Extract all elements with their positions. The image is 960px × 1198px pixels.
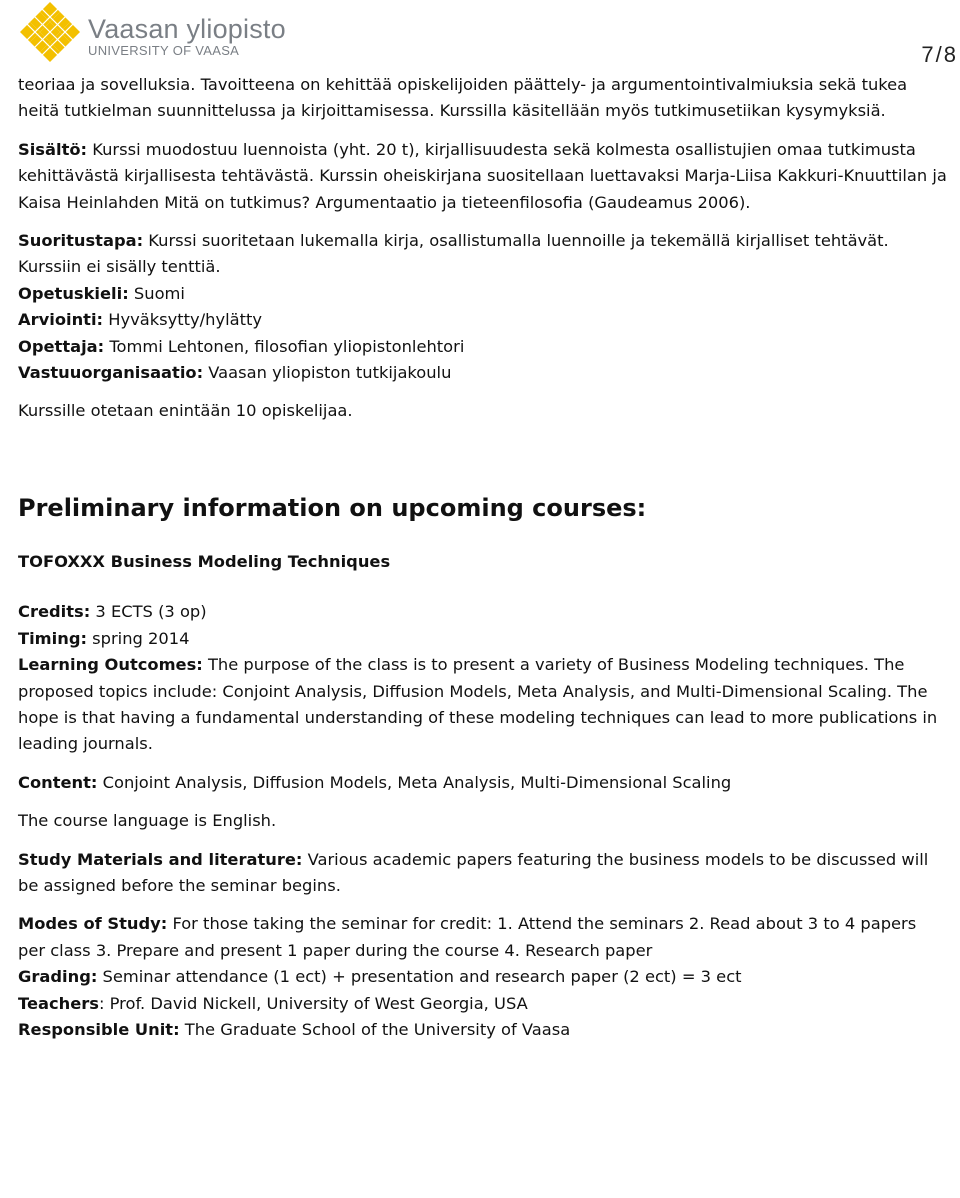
unit-label: Responsible Unit: bbox=[18, 1019, 180, 1039]
unit-line bbox=[18, 1017, 948, 1043]
course-title-text: TOFOXXX Business Modeling Techniques bbox=[18, 551, 391, 571]
participant-limit: Kurssille otetaan enintään 10 opiskelijaa. bbox=[18, 401, 353, 421]
modes-paragraph bbox=[18, 911, 948, 964]
materials-paragraph bbox=[18, 847, 948, 900]
timing-label: Timing: bbox=[18, 628, 87, 648]
brand-subtitle: UNIVERSITY OF VAASA bbox=[88, 43, 240, 58]
teachers-label: Teachers bbox=[18, 993, 99, 1013]
materials-label: Study Materials and literature: bbox=[18, 849, 303, 869]
modes-label: Modes of Study: bbox=[18, 914, 168, 934]
opetuskieli-text: Suomi bbox=[128, 283, 185, 303]
vastuu-text: Vaasan yliopiston tutkijakoulu bbox=[203, 363, 452, 383]
teachers-text: : Prof. David Nickell, University of West Georgia, USA bbox=[98, 993, 528, 1013]
opettaja-line bbox=[18, 334, 948, 360]
suoritustapa-label: Suoritustapa: bbox=[18, 231, 144, 251]
unit-text: The Graduate School of the University of Vaasa bbox=[179, 1019, 571, 1039]
grading-line bbox=[18, 964, 948, 990]
document-body bbox=[18, 72, 948, 1043]
suoritustapa-paragraph bbox=[18, 228, 948, 281]
grading-text: Seminar attendance (1 ect) + presentation and research paper (2 ect) = 3 ect bbox=[97, 967, 742, 987]
page-number: 7/8 bbox=[921, 42, 958, 67]
university-logo-icon bbox=[20, 2, 80, 62]
course-intro: teoriaa ja sovelluksia. Tavoitteena on kehittää opiskelijoiden päättely- ja argumentointivalmiuksia sekä tukea heitä tutkielman suunnittelussa ja kirjoittamisessa. Kurssilla käsitellään myös tutkimusetiikan kysymyksiä. bbox=[18, 75, 908, 121]
language-line: The course language is English. bbox=[18, 811, 277, 831]
credits-text: 3 ECTS (3 op) bbox=[90, 602, 207, 622]
sisalto-label: Sisältö: bbox=[18, 139, 88, 159]
arviointi-text: Hyväksytty/hylätty bbox=[103, 310, 263, 330]
brand-name: Vaasan yliopisto bbox=[88, 14, 286, 44]
grading-label: Grading: bbox=[18, 967, 98, 987]
arviointi-label: Arviointi: bbox=[18, 310, 104, 330]
vastuu-label: Vastuuorganisaatio: bbox=[18, 363, 204, 383]
content-text: Conjoint Analysis, Diffusion Models, Meta Analysis, Multi-Dimensional Scaling bbox=[97, 772, 732, 792]
outcomes-paragraph bbox=[18, 652, 948, 758]
credits-line bbox=[18, 599, 948, 625]
content-label: Content: bbox=[18, 772, 98, 792]
opetuskieli-line bbox=[18, 281, 948, 307]
brand bbox=[88, 14, 286, 58]
suoritustapa-text: Kurssi suoritetaan lukemalla kirja, osallistumalla luennoille ja tekemällä kirjalliset tehtävät. Kurssiin ei sisälly tenttiä. bbox=[18, 231, 889, 277]
content-line bbox=[18, 770, 948, 796]
opettaja-label: Opettaja: bbox=[18, 336, 105, 356]
timing-line bbox=[18, 626, 948, 652]
opettaja-text: Tommi Lehtonen, filosofian yliopistonlehtori bbox=[104, 336, 465, 356]
materials-text: Various academic papers featuring the business models to be discussed will be assigned before the seminar begins. bbox=[18, 849, 929, 895]
page-header bbox=[0, 0, 960, 80]
sisalto-paragraph bbox=[18, 137, 948, 216]
sisalto-text: Kurssi muodostuu luennoista (yht. 20 t), kirjallisuudesta sekä kolmesta osallistujien omaa tutkimusta kehittävästä kirjallisesta tehtävästä. Kurssin oheiskirjana suositellaan luettavaksi Marja-Liisa Kakkuri-Knuuttilan ja Kaisa Heinlahden Mitä on tutkimus? Argumentaatio ja tieteenfilosofia (Gaudeamus 2006). bbox=[18, 139, 947, 212]
opetuskieli-label: Opetuskieli: bbox=[18, 283, 129, 303]
vastuu-line bbox=[18, 360, 948, 386]
outcomes-text: The purpose of the class is to present a variety of Business Modeling techniques. The proposed topics include: Conjoint Analysis, Diffusion Models, Meta Analysis, and Multi-Dimensional Scaling. The hope is that having a fundamental understanding of these modeling techniques can lead to more publications in leading journals. bbox=[18, 655, 938, 754]
outcomes-label: Learning Outcomes: bbox=[18, 655, 203, 675]
teachers-line bbox=[18, 991, 948, 1017]
section-heading: Preliminary information on upcoming courses: bbox=[18, 493, 647, 522]
arviointi-line bbox=[18, 307, 948, 333]
course-title bbox=[18, 549, 948, 575]
timing-text: spring 2014 bbox=[87, 628, 190, 648]
modes-text: For those taking the seminar for credit: 1. Attend the seminars 2. Read about 3 to 4 papers per class 3. Prepare and present 1 paper during the course 4. Research paper bbox=[18, 914, 917, 960]
credits-label: Credits: bbox=[18, 602, 91, 622]
